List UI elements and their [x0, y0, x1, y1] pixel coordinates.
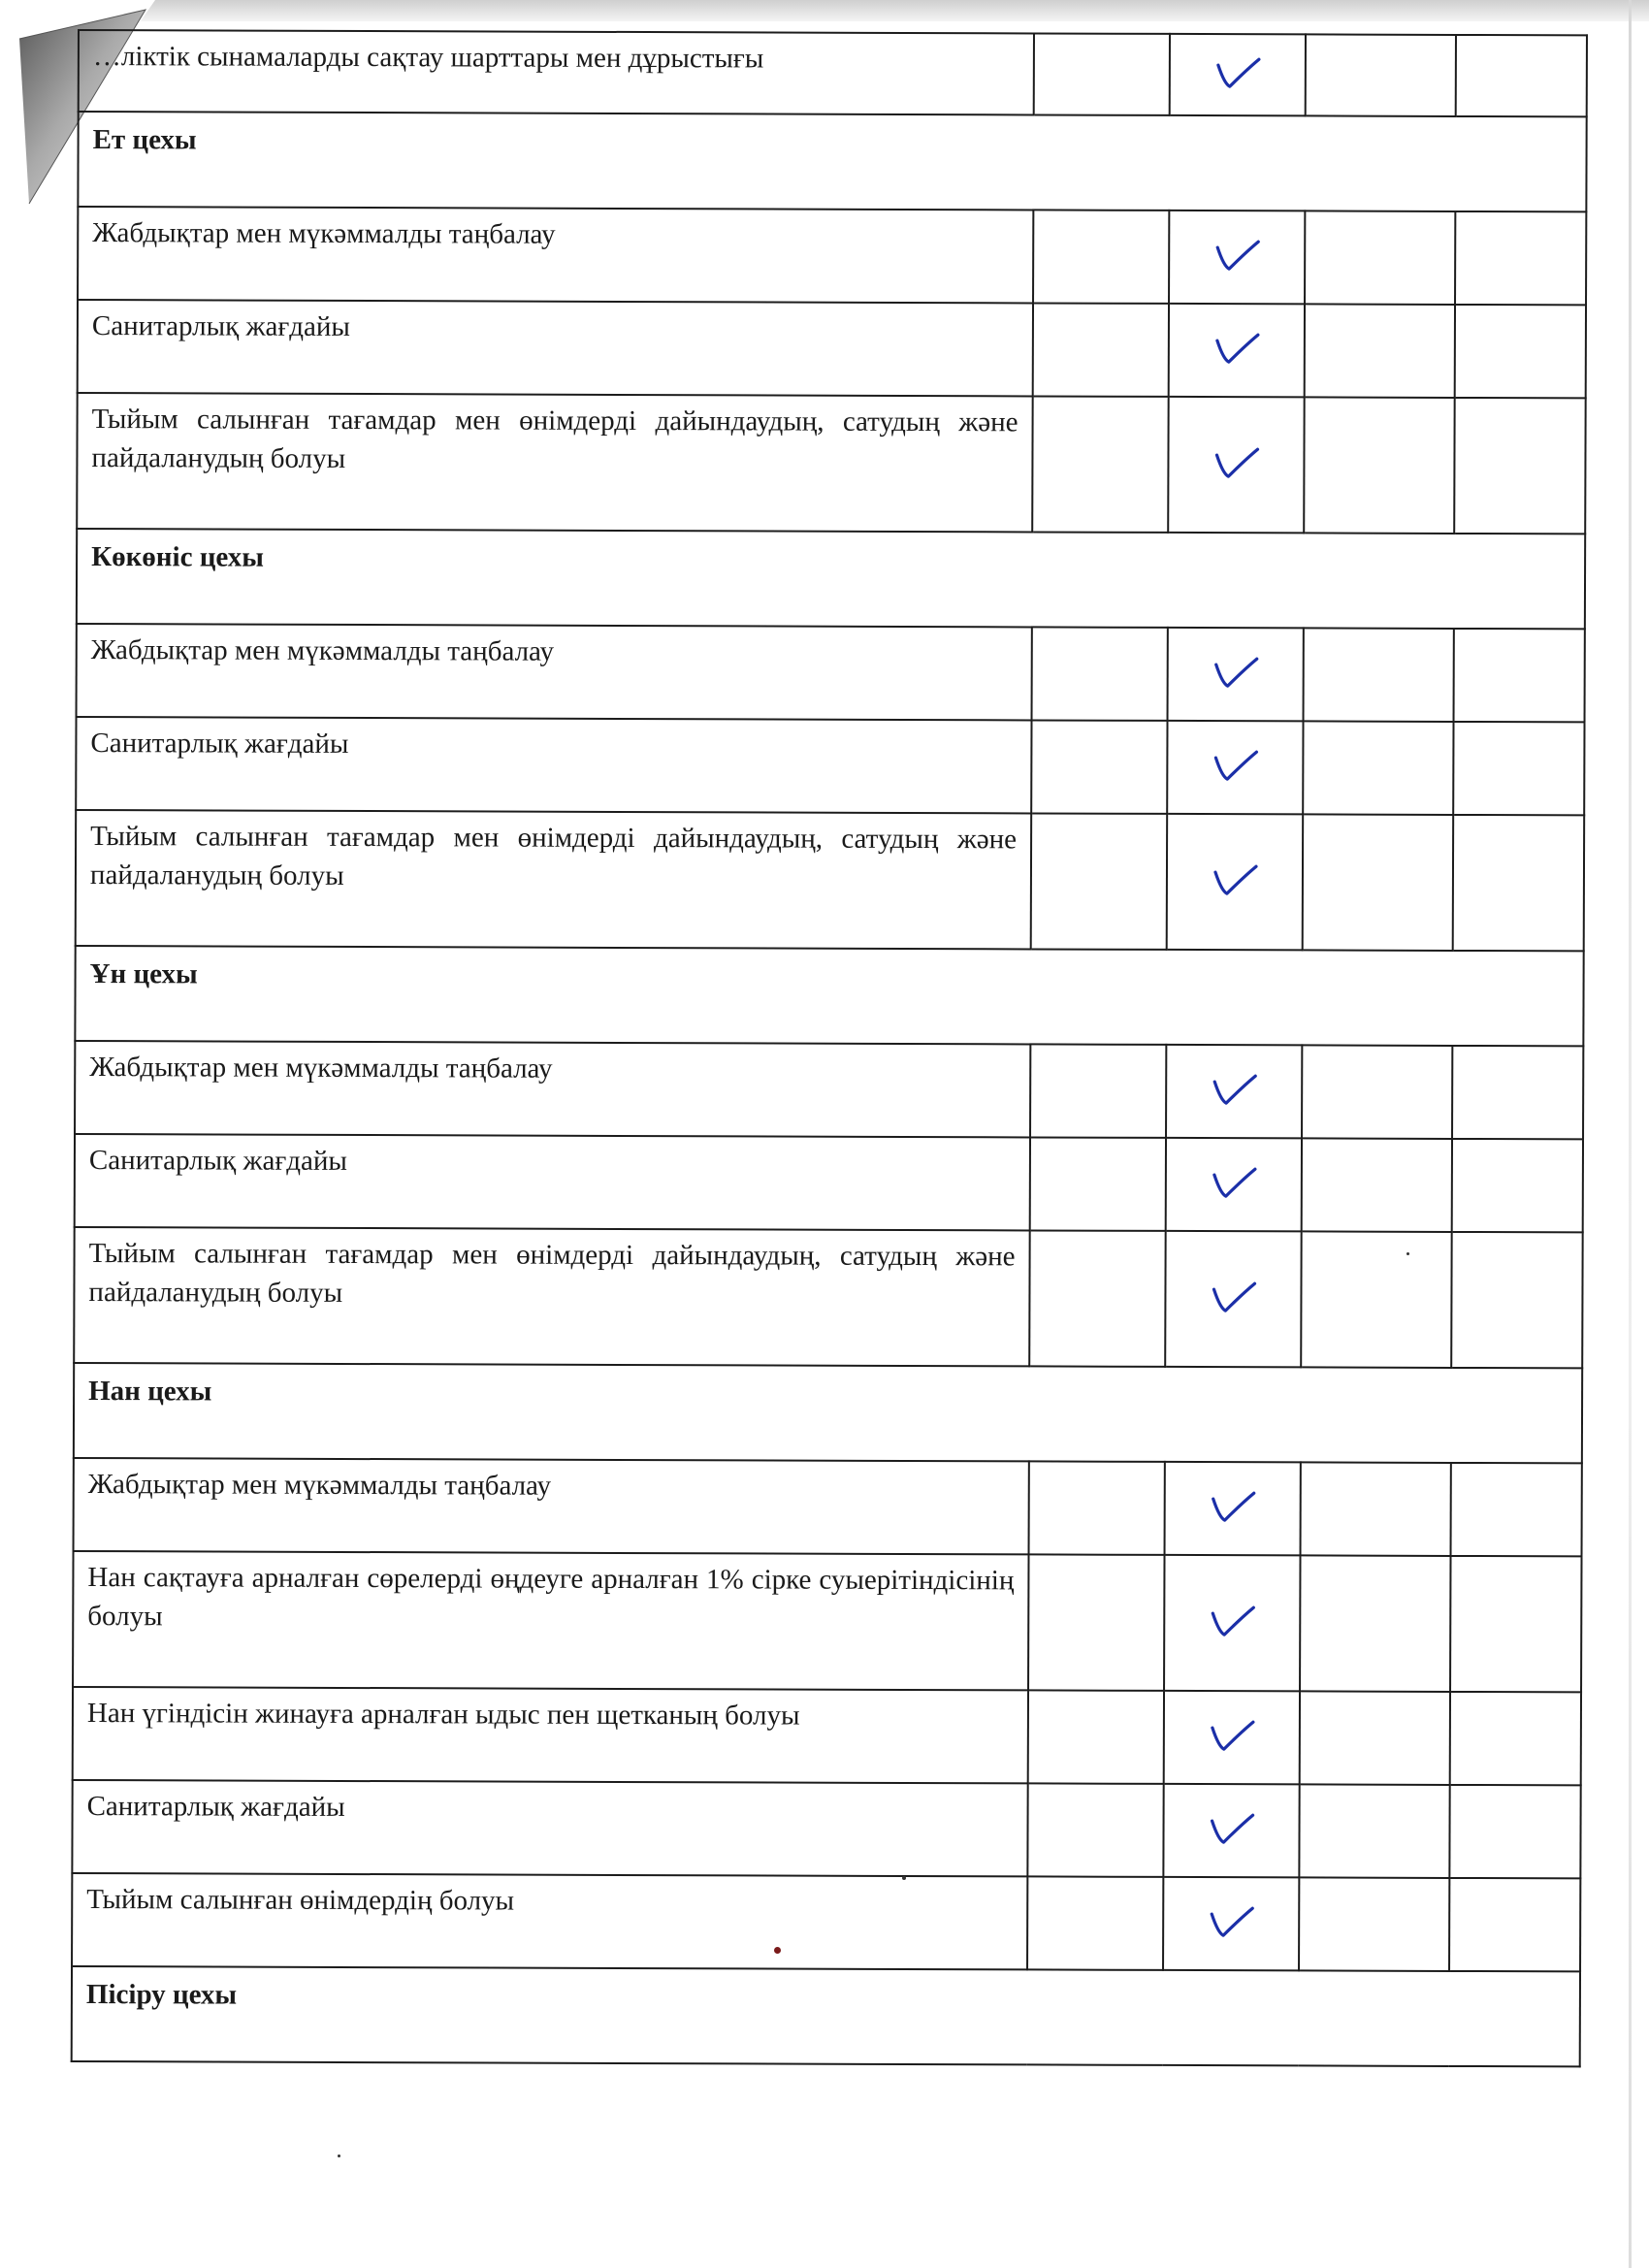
status-cell-2: [1169, 211, 1305, 304]
status-cell-3: [1299, 1784, 1449, 1878]
status-cell-1: [1028, 1554, 1164, 1690]
checklist-row: [74, 1227, 1582, 1368]
checklist-row: [76, 810, 1584, 951]
checkmark-icon: [1209, 46, 1267, 94]
checkmark-icon: [1206, 853, 1264, 901]
requirement-text: Тыйым салынған тағамдар мен өнімдерді дайындаудың, сатудың және пайдаланудың болуы: [74, 1227, 1029, 1366]
requirement-text: Жабдықтар мен мүкәммалды таңбалау: [78, 207, 1033, 303]
requirement-text: Жабдықтар мен мүкәммалды таңбалау: [75, 1041, 1030, 1137]
status-cell-3: [1302, 1138, 1452, 1232]
requirement-text: Санитарлық жағдайы: [78, 300, 1033, 396]
checklist-rows: [72, 30, 1587, 2066]
section-title: Көкөніс цехы: [77, 529, 1585, 629]
status-cell-2: [1165, 1231, 1301, 1367]
section-header-row: [74, 1363, 1582, 1463]
scan-speck: [774, 1947, 781, 1954]
checkmark-icon: [1208, 228, 1266, 276]
status-cell-3: [1304, 628, 1454, 722]
status-cell-4: [1454, 629, 1585, 722]
checkmark-icon: [1203, 1708, 1261, 1757]
status-cell-3: [1306, 34, 1456, 116]
status-cell-1: [1032, 396, 1168, 532]
checklist-row: [72, 1780, 1580, 1878]
checkmark-icon: [1204, 1479, 1262, 1528]
status-cell-3: [1305, 211, 1455, 305]
status-cell-3: [1302, 1045, 1452, 1139]
status-cell-2: [1166, 1138, 1302, 1231]
checkmark-icon: [1207, 645, 1265, 694]
status-cell-4: [1456, 35, 1587, 116]
status-cell-2: [1164, 1691, 1300, 1784]
status-cell-2: [1164, 1555, 1300, 1691]
section-header-row: [75, 946, 1583, 1046]
status-cell-4: [1449, 1878, 1580, 1971]
status-cell-2: [1163, 1877, 1299, 1970]
checklist-row: [75, 1041, 1583, 1139]
checkmark-icon: [1204, 1270, 1262, 1318]
status-cell-3: [1300, 1555, 1450, 1692]
scan-speck: [1406, 1252, 1409, 1255]
checklist-row: [78, 300, 1586, 398]
status-cell-4: [1453, 722, 1584, 815]
status-cell-4: [1452, 1139, 1583, 1232]
checkmark-icon: [1202, 1895, 1260, 1943]
scan-speck: [902, 1876, 906, 1880]
checklist-row: [77, 624, 1585, 722]
status-cell-4: [1450, 1556, 1581, 1692]
status-cell-1: [1030, 1137, 1166, 1230]
status-cell-1: [1027, 1876, 1163, 1969]
status-cell-2: [1167, 721, 1303, 814]
status-cell-1: [1033, 303, 1169, 396]
status-cell-2: [1168, 628, 1304, 721]
inspection-checklist-table: [71, 29, 1588, 2067]
page-right-edge: [1629, 0, 1632, 2268]
checkmark-icon: [1206, 738, 1264, 787]
section-header-row: [78, 112, 1586, 211]
status-cell-4: [1452, 1046, 1583, 1139]
requirement-text: Тыйым салынған өнімдердің болуы: [72, 1873, 1027, 1969]
section-title: Пісіру цехы: [72, 1966, 1580, 2066]
requirement-text: Санитарлық жағдайы: [75, 1134, 1030, 1230]
checklist-row: [79, 30, 1587, 116]
requirement-text: Нан үгіндісін жинауға арналған ыдыс пен щетканың болуы: [73, 1687, 1028, 1783]
section-title: Ұн цехы: [75, 946, 1583, 1046]
requirement-text: Жабдықтар мен мүкәммалды таңбалау: [74, 1458, 1029, 1554]
section-header-row: [72, 1966, 1580, 2066]
scan-speck: [338, 2155, 340, 2157]
checklist-row: [73, 1687, 1581, 1785]
status-cell-4: [1451, 1463, 1582, 1556]
status-cell-1: [1028, 1690, 1164, 1783]
status-cell-1: [1029, 1230, 1165, 1366]
status-cell-2: [1169, 304, 1305, 397]
page-top-edge: [0, 0, 1649, 21]
status-cell-3: [1303, 814, 1453, 951]
status-cell-1: [1033, 210, 1169, 303]
requirement-text: Санитарлық жағдайы: [72, 1780, 1027, 1876]
status-cell-3: [1301, 1462, 1451, 1556]
checkmark-icon: [1205, 1155, 1263, 1204]
status-cell-3: [1299, 1877, 1449, 1971]
checkmark-icon: [1205, 1062, 1263, 1111]
status-cell-4: [1454, 398, 1585, 534]
status-cell-2: [1168, 397, 1304, 533]
status-cell-4: [1450, 1692, 1581, 1785]
requirement-text: Тыйым салынған тағамдар мен өнімдерді дайындаудың, сатудың және пайдаланудың болуы: [76, 810, 1031, 949]
status-cell-3: [1305, 304, 1455, 398]
checklist-row: [74, 1458, 1582, 1556]
checklist-row: [76, 717, 1584, 815]
checkmark-icon: [1203, 1594, 1261, 1642]
status-cell-1: [1031, 720, 1167, 813]
status-cell-4: [1455, 211, 1586, 305]
status-cell-1: [1030, 1044, 1166, 1137]
section-title: Ет цехы: [78, 112, 1586, 211]
checkmark-icon: [1208, 321, 1266, 370]
status-cell-3: [1300, 1691, 1450, 1785]
checklist-row: [77, 393, 1585, 534]
status-cell-1: [1027, 1783, 1163, 1876]
section-title: Нан цехы: [74, 1363, 1582, 1463]
checklist-row: [75, 1134, 1583, 1232]
checklist-row: [73, 1551, 1581, 1692]
status-cell-3: [1304, 397, 1454, 534]
status-cell-4: [1449, 1785, 1580, 1878]
requirement-text: Тыйым салынған тағамдар мен өнімдерді дайындаудың, сатудың және пайдаланудың болуы: [77, 393, 1032, 532]
status-cell-3: [1303, 721, 1453, 815]
status-cell-4: [1451, 1232, 1582, 1368]
status-cell-1: [1032, 627, 1168, 720]
status-cell-2: [1166, 1045, 1302, 1138]
status-cell-4: [1453, 815, 1584, 951]
requirement-text: Санитарлық жағдайы: [76, 717, 1031, 813]
checkmark-icon: [1202, 1801, 1260, 1850]
requirement-text: …ліктік сынамаларды сақтау шарттары мен дұрыстығы: [79, 30, 1034, 114]
checklist-row: [72, 1873, 1580, 1971]
status-cell-2: [1165, 1462, 1301, 1555]
requirement-text: Жабдықтар мен мүкәммалды таңбалау: [77, 624, 1032, 720]
checkmark-icon: [1207, 436, 1265, 484]
status-cell-2: [1167, 814, 1303, 950]
status-cell-2: [1170, 34, 1306, 115]
status-cell-2: [1163, 1784, 1299, 1877]
status-cell-1: [1031, 813, 1167, 949]
checklist-row: [78, 207, 1586, 305]
status-cell-4: [1455, 305, 1586, 398]
status-cell-1: [1034, 33, 1170, 114]
section-header-row: [77, 529, 1585, 629]
requirement-text: Нан сақтауға арналған сөрелерді өңдеуге арналған 1% сірке суыерітіндісінің болуы: [73, 1551, 1028, 1690]
status-cell-1: [1029, 1461, 1165, 1554]
status-cell-3: [1301, 1231, 1451, 1368]
